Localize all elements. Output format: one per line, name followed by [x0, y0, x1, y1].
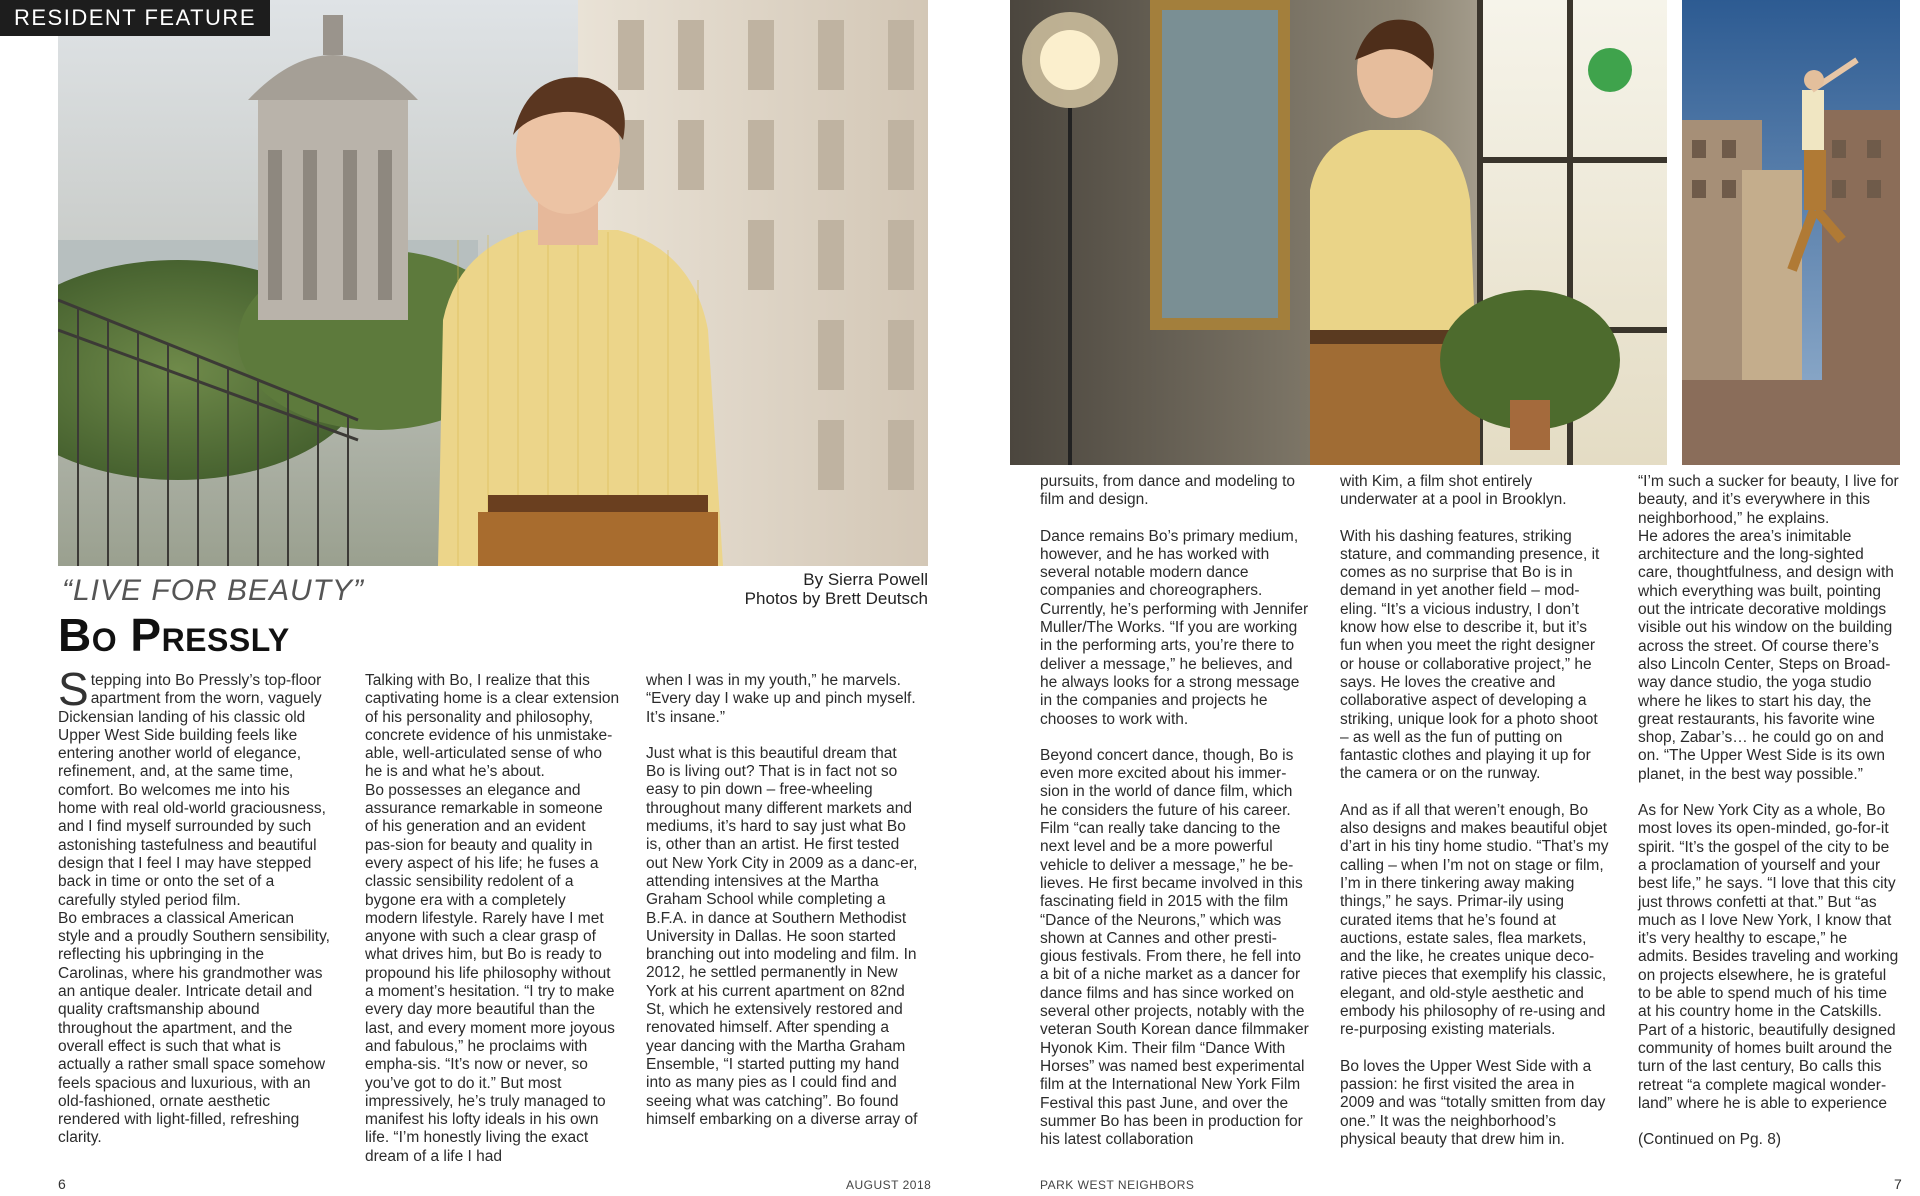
page-number: 7 [1894, 1176, 1902, 1192]
paragraph: pursuits, from dance and modeling to film and design. [1040, 473, 1296, 509]
paragraph: Dance remains Bo’s primary medium, however, and he has worked with several notable modern dance companies and choreographers. Currently, he’s performing with Jennifer Muller/The Works. “If you are working in the performing arts, you’re there to deliver a message,” he believes, and he always looks for a strong message in the companies and projects he chooses to work with. [1040, 527, 1309, 728]
dancer-rooftop-photo [1682, 0, 1900, 465]
paragraph: And as if all that weren’t enough, Bo also designs and makes beautiful objet d’art in his tiny home studio. “That’s my calling – when I’m not on stage or film, I’m in there tinkering away making things,” he says. Primar-ily using curated items that he’s found at auctions, estate sales, flea markets, and the like, he creates unique deco-rative pieces that exemplify his classic, elegant, and old-style aesthetic and embody his philosophy of re-using and re-purposing existing materials. [1340, 801, 1609, 1039]
left-page [0, 0, 950, 1196]
right-column-3 [1638, 473, 1900, 1149]
paragraph: Bo loves the Upper West Side with a passion: he first visited the area in 2009 and was “totally smitten from day one.” It was the neighborhood’s physical beauty that drew him in. [1340, 1057, 1606, 1148]
author-credit: By Sierra Powell [803, 570, 928, 589]
photo-credit: Photos by Brett Deutsch [744, 589, 928, 608]
mirror-window-photo [1010, 0, 1667, 465]
hero-photo-rooftop-portrait [58, 0, 928, 566]
byline-block [745, 570, 928, 608]
paragraph: Beyond concert dance, though, Bo is even more excited about his immer-sion in the world of dance film, which he considers the future of his career. Film “can really take dancing to the next level and be a more powerful vehicle to deliver a message,” he be-lieves. He first became involved in this fascinating field in 2015 with the film “Dance of the Neurons,” which was shown at Cannes and other presti-gious festivals. From there, he fell into a bit of a niche market as a dancer for dance films and has since worked on several other projects, notably with the veteran South Korean dance filmmaker Hyonok Kim. Their film “Dance With Horses” was named best experimental film at the International New York Film Festival this past June, and over the summer Bo has been in production for his latest collaboration [1040, 746, 1309, 1149]
paragraph: when I was in my youth,” he marvels. “Every day I wake up and pinch myself. It’s insane.” [646, 672, 916, 726]
page-number: 6 [58, 1176, 66, 1192]
right-page [1010, 0, 1920, 1196]
paragraph: Just what is this beautiful dream that Bo is living out? That is in fact not so easy to pin down – free-wheeling throughout many different markets and mediums, it’s hard to say just what Bo is, other than an artist. He first tested out New York City in 2009 as a danc-er, attending intensives at the Martha Graham School while completing a B.F.A. in dance at Southern Methodist University in Dallas. He soon started branching out into modeling and film. In 2012, he settled permanently in New York at his current apartment on 82nd St, which he extensively restored and renovated himself. After spending a year dancing with the Martha Graham Ensemble, “I started putting my hand into as many pies as I could find and seeing what was catching”. Bo found himself embarking on a diverse array of [646, 744, 918, 1128]
left-column-1 [58, 663, 330, 1148]
paragraph: tepping into Bo Pressly’s top-floor apartment from the worn, vaguely Dickensian landing of his classic old Upper West Side building feels like entering another world of elegance, refinement, and, at the same time, comfort. Bo welcomes me into his home with real old-world graciousness, and I find myself surrounded by such astonishing tastefulness and beautiful design that I feel I may have stepped back in time or onto the set of a carefully styled period film. [58, 672, 326, 909]
paragraph: Bo embraces a classical American style and a proudly Southern sensibility, reflecting his upbringing in the Carolinas, where his grandmother was an antique dealer. Intricate detail and quality craftsmanship abound throughout the apartment, and the overall effect is such that what is actually a rather small space somehow feels spacious and luxurious, with an old-fashioned, ornate aesthetic rendered with light-filled, refreshing clarity. [58, 909, 330, 1147]
section-tag: RESIDENT FEATURE [0, 0, 270, 36]
right-column-1 [1040, 473, 1310, 1149]
left-column-2 [365, 672, 620, 1166]
paragraph: As for New York City as a whole, Bo most loves its open-minded, go-for-it spirit. “It’s the gospel of the city to be a proclamation of yourself and your best life,” he says. “I love that this city just throws confetti at that.” But “as much as I love New York, I know that it’s very healthy to escape,” he admits. Besides traveling and working on projects elsewhere, he is grateful to be able to spend much of his time at his country home in the Catskills. Part of a historic, beautifully designed community of homes built around the turn of the last century, Bo calls this retreat “a complete magical wonder-land” where he is able to experience [1638, 802, 1899, 1112]
right-column-2 [1340, 473, 1610, 1149]
paragraph: Talking with Bo, I realize that this captivating home is a clear extension of his personality and philosophy, concrete evidence of his unmistake-able, well-articulated sense of who he is and what he’s about. [365, 672, 620, 781]
paragraph: with Kim, a film shot entirely underwater at a pool in Brooklyn. [1340, 473, 1567, 509]
left-column-3 [646, 672, 918, 1129]
dropcap: S [58, 663, 89, 715]
article-headline: Bo Pressly [58, 609, 290, 661]
issue-date: AUGUST 2018 [846, 1178, 932, 1192]
continued-note: (Continued on Pg. 8) [1638, 1131, 1782, 1149]
paragraph: He adores the area’s inimitable architecture and the long-sighted care, thoughtfulness, and design with which everything was built, pointing out the intricate decorative moldings visible out his window on the building across the street. Of course there’s also Lincoln Center, Steps on Broad-way dance studio, the yoga studio where he likes to start his day, the great restaurants, his favorite wine shop, Zabar’s… he could go on and on. “The Upper West Side is its own planet, in the best way possible.” [1638, 527, 1894, 783]
article-subtitle: “LIVE FOR BEAUTY” [62, 574, 365, 607]
paragraph: With his dashing features, striking stature, and commanding presence, it comes as no surprise that Bo is in demand in yet another field – mod-eling. “It’s a vicious industry, I don’t know how else to describe it, but it’s fun when you meet the right designer or house or collaborative project,” he says. He loves the creative and collaborative aspect of developing a striking, unique look for a photo shoot – as well as the fun of putting on fantastic clothes and playing it up for the camera or on the runway. [1340, 527, 1600, 783]
paragraph: “I’m such a sucker for beauty, I live for beauty, and it’s everywhere in this neighborhood,” he explains. [1638, 473, 1899, 527]
publication-name: PARK WEST NEIGHBORS [1040, 1178, 1195, 1192]
paragraph: Bo possesses an elegance and assurance remarkable in someone of his generation and an evident pas-sion for beauty and quality in every aspect of his life; he fuses a classic sensibility redolent of a bygone era with a completely modern lifestyle. Rarely have I met anyone with such a clear grasp of what drives him, but Bo is ready to propound his life philosophy without a moment’s hesitation. “I try to make every day more beautiful than the last, and every moment more joyous and fabulous,” he proclaims with empha-sis. “It’s now or never, so you’ve got to do it.” But most impressively, he’s truly managed to manifest his lofty ideals in his own life. “I’m honestly living the exact dream of a life I had [365, 781, 615, 1165]
page-gutter [950, 0, 1010, 1196]
